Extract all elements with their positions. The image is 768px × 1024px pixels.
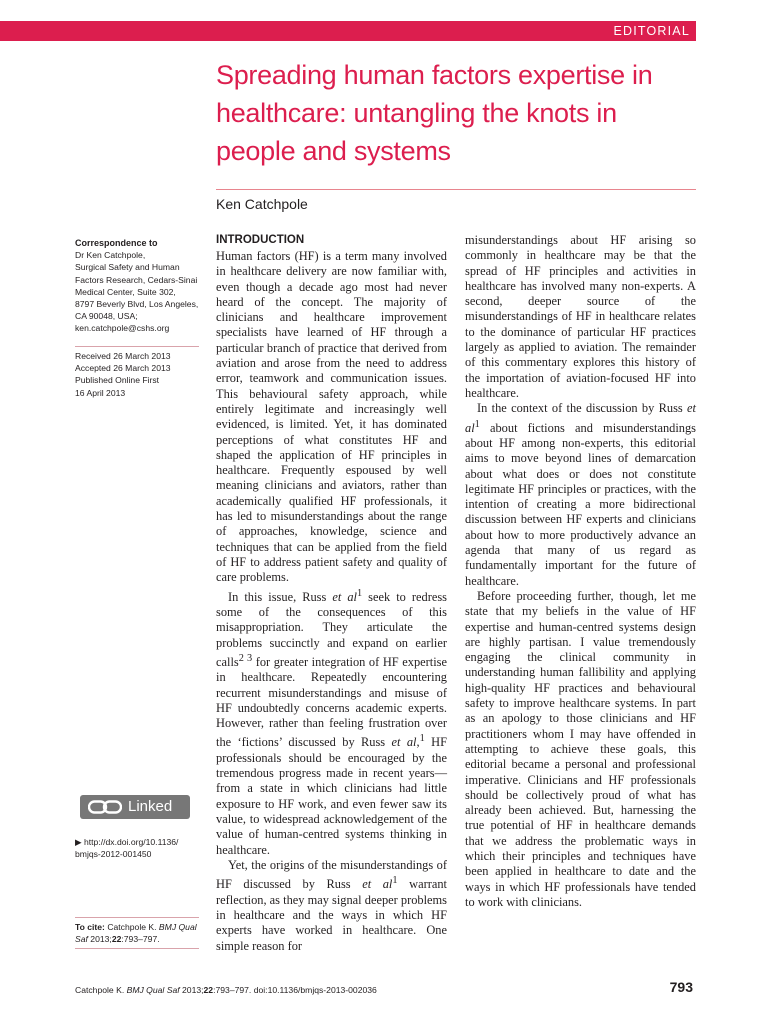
paragraph: In this issue, Russ et $al^1$ seek to redress some of the consequences of this misappropriation. They articulate the problems succinctly and expand on earlier calls$^{2 3}$ for greater integration of HF expertise in healthcare. Repeatedly encountering recurrent misunderstandings and misuse of HF undoubtedly concerns academic experts. However, rather than feeling frustration over the ‘fictions’ discussed by Russ et al,$^1$ HF professionals should be encouraged by the tremendous progress made in recent years—from a state in which clinicians had little exposure to HF work, and even fewer saw its value, to widespread acknowledgement of the value of human-centred systems thinking in healthcare. (216, 587, 448, 857)
linked-badge-label: Linked (128, 798, 173, 815)
correspondence-block (75, 237, 203, 335)
article-title: Spreading human factors expertise in healthcare: untangling the knots in people and systems (216, 60, 653, 166)
correspondence-line: Dr Ken Catchpole, (75, 250, 146, 261)
footer-year: 2013; (182, 985, 204, 995)
correspondence-line: CA 90048, USA; (75, 311, 138, 322)
author-name: Ken Catchpole (216, 196, 308, 212)
arrow-right-icon: ▶ (75, 837, 82, 847)
paragraph: Yet, the origins of the misunderstandings of HF discussed by Russ et $al^1$ warrant reflection, as they may signal deeper problems in healthcare and the ways in which HF experts have worked in healthcare. One simple reason for (216, 857, 447, 953)
correspondence-line: Medical Center, Suite 302, (75, 286, 176, 297)
date-received: Received 26 March 2013 (75, 351, 171, 361)
correspondence-email[interactable]: ken.catchpole@cshs.org (75, 323, 170, 334)
paragraph: In the context of the discussion by Russ et $al^1$ about fictions and misunderstandings about HF among non-experts, this editorial aims to move beyond lines of demarcation about what does or does not constitute legitimate HF principles or practices, with the intention of creating a more bidirectional discussion between HF experts and clinicians about how to more productively advance an agenda that many of us regard as fundamentally important for the future of healthcare. (465, 401, 696, 588)
paragraph: misunderstandings about HF arising so commonly in healthcare may be that the spread of HF principles and activities in healthcare has involved many non-experts. A second, deeper source of the misunderstandings of HF in healthcare relates to the dominance of particular HF practices largely as applied to aviation. The remainder of this commentary explores this history of the importation of aviation-focused HF into healthcare. (465, 233, 696, 400)
text-column-2 (465, 233, 696, 910)
citation-volume: 22 (111, 934, 122, 944)
citation-journal: BMJ Qual Saf (75, 922, 197, 944)
title-rule (216, 189, 696, 190)
footer-volume: 22 (203, 985, 214, 995)
correspondence-line: Factors Research, Cedars-Sinai (75, 274, 198, 285)
footer-journal: BMJ Qual Saf (126, 985, 180, 995)
date-published-label: Published Online First (75, 375, 160, 386)
paragraph: Before proceeding further, though, let me state that my beliefs in the value of HF expertise and human-centred systems design are highly partisan. I value tremendously engaging the clinical community in understanding human fallibility and applying high-quality HF practices and behavioural safety to improve healthcare systems. In part as an apology to those clinicians and HF practitioners whom I may have offended in attempting to achieve these goals, this editorial became a personal and professional imperative. Clinicians and HF professionals should be collectively proud of what has already been achieved. But, harnessing the true potential of HF in healthcare demands that we address the problematic ways in which their principles and techniques have been applied in healthcare to date and the ways in which HF professionals have tended to work with clinicians. (465, 588, 696, 909)
linked-badge[interactable] (80, 795, 190, 819)
footer-author: Catchpole K. (75, 985, 125, 995)
page-footer (75, 984, 377, 996)
section-heading: INTRODUCTION (216, 234, 305, 246)
date-published: 16 April 2013 (75, 387, 126, 398)
chain-link-icon (88, 800, 122, 814)
date-accepted: Accepted 26 March 2013 (75, 363, 171, 374)
page-number: 793 (669, 979, 693, 995)
citation-author: Catchpole K. (107, 922, 157, 932)
citation-box (75, 917, 199, 949)
correspondence-heading: Correspondence to (75, 238, 158, 248)
doi-link-cont[interactable]: bmjqs-2012-001450 (75, 849, 152, 859)
text-column-1 (216, 233, 447, 954)
footer-doi: :793–797. doi:10.1136/bmjqs-2013-002036 (213, 985, 377, 995)
correspondence-line: 8797 Beverly Blvd, Los Angeles, (75, 299, 199, 310)
article-dates (75, 346, 199, 399)
section-banner (0, 21, 696, 41)
section-label: EDITORIAL (613, 24, 690, 38)
paragraph: Human factors (HF) is a term many involved in healthcare delivery are now familiar with, even though a decade ago most had never heard of the concept. The majority of clinicians and healthcare improvement specialists have learned of HF through a particular branch of practice that derived from aviation and arose from the need to address error, teamwork and communication issues. This behavioural safety approach, while entirely legitimate and increasingly well evidenced, is limited. Yet, it has dominated perceptions of what constitutes HF and shaped the application of HF principles in healthcare. Frequently espoused by well meaning clinicians and aviators, rather than academically qualified HF professionals, it has led to misunderstandings about the range of approaches, knowledge, science and techniques that can be applied from the field of HF to address patient safety and quality of care problems. (216, 249, 447, 585)
citation-label: To cite: (75, 922, 105, 932)
citation-pages: :793–797. (121, 934, 160, 944)
linked-doi[interactable] (75, 836, 200, 860)
doi-link[interactable]: http://dx.doi.org/10.1136/ (84, 837, 179, 847)
correspondence-line: Surgical Safety and Human (75, 262, 180, 273)
citation-year: 2013; (90, 934, 112, 944)
